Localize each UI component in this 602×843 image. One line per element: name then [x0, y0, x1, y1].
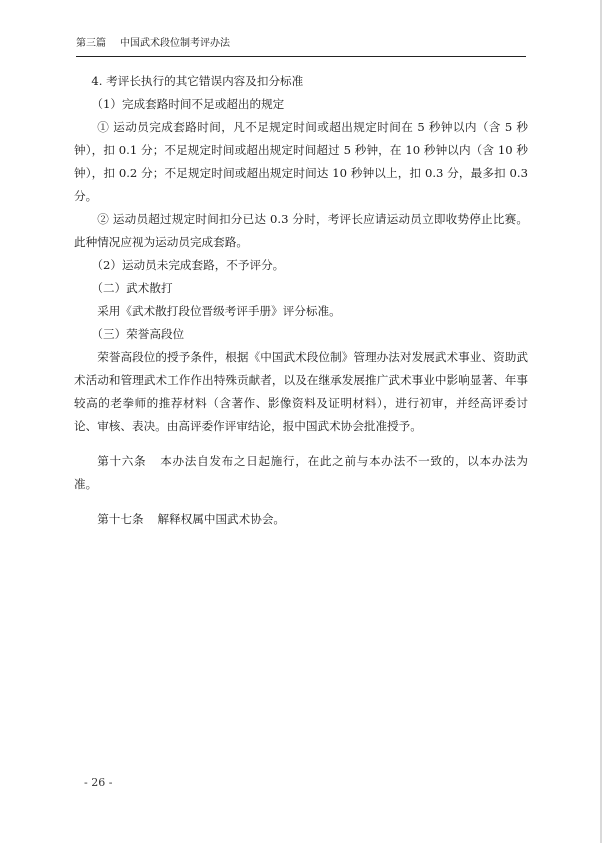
header-part: 第三篇 [76, 38, 106, 49]
header-title: 中国武术段位制考评办法 [120, 38, 230, 49]
subsection1-title: （1）完成套路时间不足或超出的规定 [91, 97, 285, 111]
page-number: - 26 - [84, 776, 113, 789]
subsection2-text: （2）运动员未完成套路，不予评分。 [91, 258, 285, 272]
article-16-number: 第十六条 [97, 454, 147, 468]
section4-title: 4. 考评长执行的其它错误内容及扣分标准 [91, 74, 304, 88]
section-honorary-text: 荣誉高段位的授予条件，根据《中国武术段位制》管理办法对发展武术事业、资助武术活动和管理武术工作作出特殊贡献者，以及在继承发展推广武术事业中影响显著、年事较高的老拳师的推荐材料（含著作、影像资料及证明材料），进行初审，并经高评委讨论、审核、表决。由高评委作评审结论，报中国武术协会批准授予。 [74, 350, 528, 433]
article-17-text: 解释权属中国武术协会。 [157, 512, 286, 526]
article-16 [74, 450, 528, 496]
article-16-text: 本办法自发布之日起施行，在此之前与本办法不一致的，以本办法为准。 [74, 454, 528, 491]
paragraph-circle-1: ① 运动员完成套路时间，凡不足规定时间或超出规定时间在 5 秒钟以内（含 5 秒钟），扣 0.1 分；不足规定时间或超出规定时间超过 5 秒钟，在 10 秒钟以内（含 10 秒钟），扣 0.2 分；不足规定时间或超出规定时间达 10 秒钟以上，扣 0.3 分，最多扣 0.3 分。 [74, 120, 528, 203]
article-17-number: 第十七条 [97, 512, 144, 526]
running-header [76, 36, 526, 57]
section-honorary-title: （三）荣誉高段位 [91, 327, 185, 341]
body-text [74, 70, 528, 531]
article-17 [74, 508, 528, 531]
paragraph-circle-2: ② 运动员超过规定时间扣分已达 0.3 分时，考评长应请运动员立即收势停止比赛。此种情况应视为运动员完成套路。 [74, 212, 528, 249]
section-sanda-text: 采用《武术散打段位晋级考评手册》评分标准。 [97, 304, 341, 318]
section-sanda-title: （二）武术散打 [91, 281, 173, 295]
